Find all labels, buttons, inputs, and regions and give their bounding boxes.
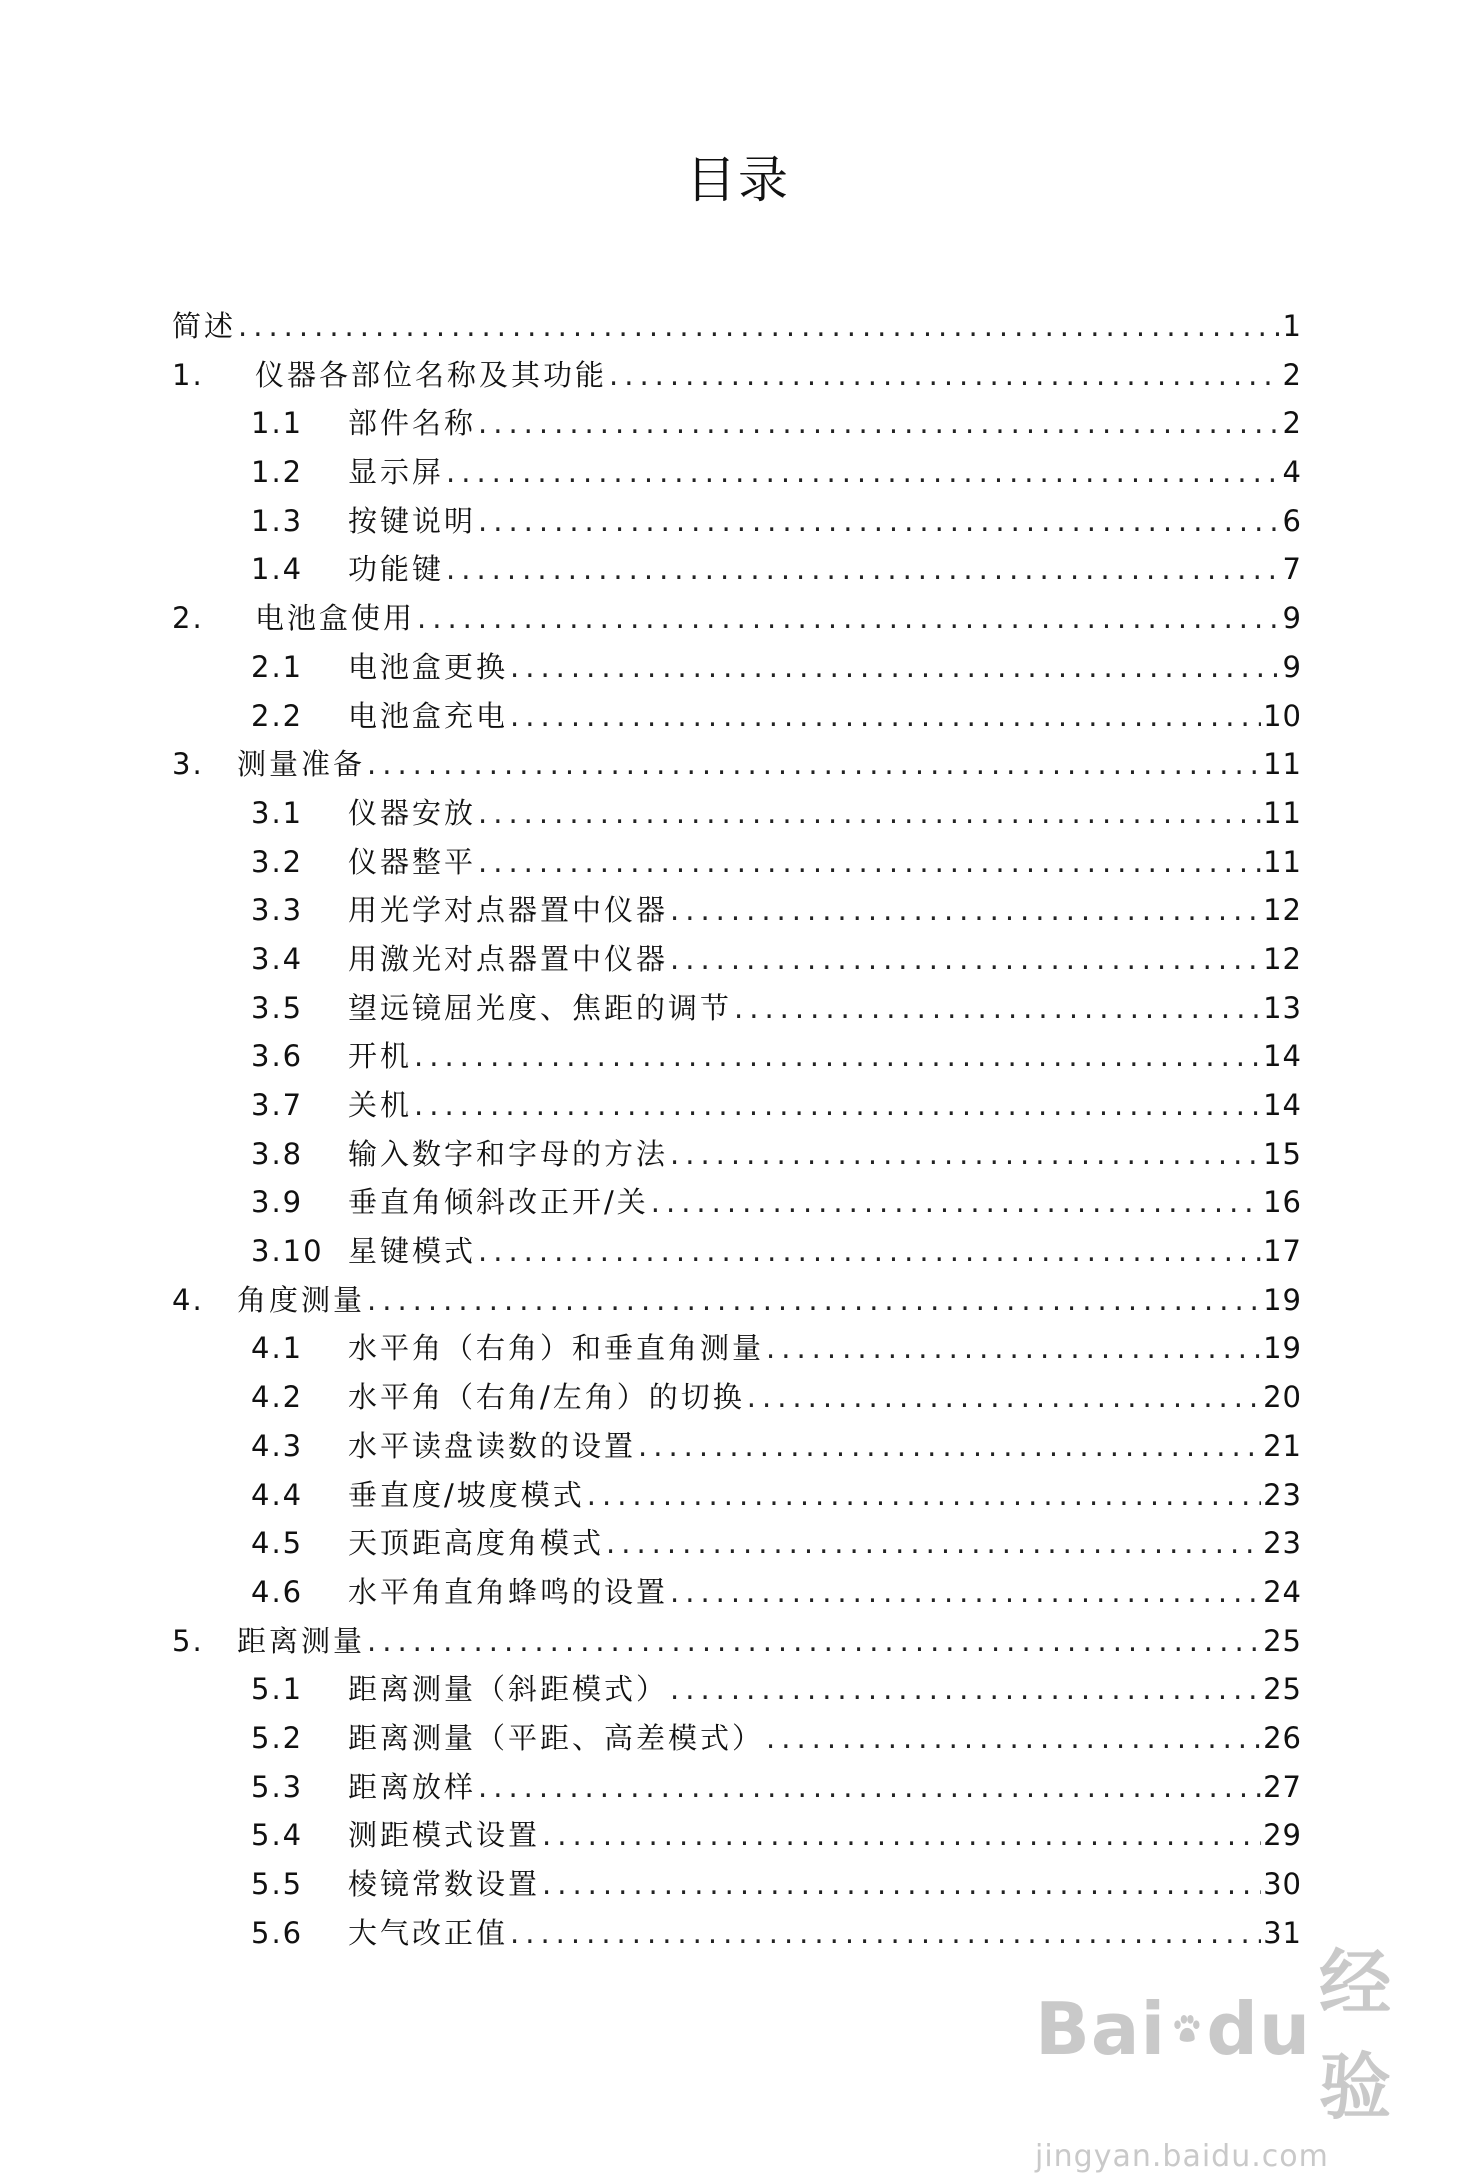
toc-subsection-entry [172, 1519, 1302, 1568]
toc-entry-page-number: 15 [1263, 1136, 1302, 1171]
toc-subsection-entry [172, 1373, 1302, 1422]
toc-subsection-entry [172, 1665, 1302, 1714]
toc-entry-number: 2. [172, 601, 204, 636]
toc-entry-number: 3.5 [251, 990, 304, 1025]
toc-entry-page-number: 20 [1263, 1380, 1302, 1415]
watermark-logo-left: Bai [1035, 1987, 1167, 2071]
toc-section-entry [172, 740, 1302, 789]
toc-entry-title: 按键说明 [348, 503, 477, 538]
toc-entry-page-number: 10 [1263, 698, 1302, 733]
toc-subsection-entry [172, 838, 1302, 887]
toc-dot-leader [478, 1227, 1261, 1276]
toc-dot-leader [766, 1714, 1261, 1763]
toc-entry-page-number: 4 [1282, 455, 1302, 490]
toc-dot-leader [587, 1471, 1261, 1520]
toc-section-entry [172, 302, 1302, 351]
toc-entry-number: 2.1 [251, 649, 304, 684]
toc-entry-number: 4.4 [251, 1477, 304, 1512]
toc-subsection-entry [172, 1568, 1302, 1617]
toc-subsection-entry [172, 643, 1302, 692]
toc-entry-page-number: 11 [1263, 747, 1302, 782]
toc-entry-title: 水平角（右角）和垂直角测量 [348, 1331, 765, 1366]
toc-entry-page-number: 6 [1282, 503, 1302, 538]
toc-entry-number: 3.9 [251, 1185, 304, 1220]
toc-subsection-entry [172, 1763, 1302, 1812]
toc-entry-number: 1.1 [251, 406, 304, 441]
toc-section-entry [172, 1276, 1302, 1325]
toc-dot-leader [414, 1032, 1261, 1081]
toc-subsection-entry [172, 1032, 1302, 1081]
toc-entry-title: 开机 [348, 1039, 413, 1074]
toc-entry-title: 距离测量（平距、高差模式） [348, 1720, 765, 1755]
toc-entry-title: 天顶距高度角模式 [348, 1526, 605, 1561]
toc-entry-number: 4. [172, 1282, 204, 1317]
page-title: 目录 [686, 151, 790, 209]
toc-entry-page-number: 9 [1282, 649, 1302, 684]
toc-entry-title: 测量准备 [237, 747, 366, 782]
toc-entry-page-number: 21 [1263, 1428, 1302, 1463]
toc-entry-page-number: 17 [1263, 1234, 1302, 1269]
toc-entry-number: 3.4 [251, 941, 304, 976]
toc-entry-title: 星键模式 [348, 1234, 477, 1269]
toc-dot-leader [609, 351, 1281, 400]
toc-subsection-entry [172, 545, 1302, 594]
toc-dot-leader [766, 1324, 1261, 1373]
toc-entry-page-number: 14 [1263, 1088, 1302, 1122]
toc-dot-leader [510, 692, 1261, 741]
toc-entry-title: 显示屏 [348, 455, 445, 490]
toc-entry-page-number: 13 [1263, 990, 1302, 1025]
toc-dot-leader [478, 1763, 1261, 1812]
toc-dot-leader [734, 984, 1261, 1033]
toc-dot-leader [670, 1130, 1261, 1179]
toc-entry-title: 输入数字和字母的方法 [348, 1136, 669, 1171]
toc-entry-page-number: 12 [1263, 941, 1302, 976]
toc-dot-leader [417, 594, 1281, 643]
toc-entry-number: 5.3 [251, 1769, 304, 1804]
toc-dot-leader [446, 545, 1281, 594]
toc-entry-page-number: 23 [1263, 1477, 1302, 1512]
toc-entry-page-number: 25 [1263, 1672, 1302, 1707]
toc-entry-page-number: 23 [1263, 1526, 1302, 1561]
toc-entry-page-number: 29 [1263, 1818, 1302, 1853]
toc-entry-number: 3.7 [251, 1088, 304, 1122]
toc-subsection-entry [172, 1811, 1302, 1860]
toc-entry-page-number: 16 [1263, 1185, 1302, 1220]
toc-entry-page-number: 14 [1263, 1039, 1302, 1074]
toc-entry-page-number: 25 [1263, 1623, 1302, 1658]
toc-dot-leader [367, 740, 1261, 789]
toc-subsection-entry [172, 1178, 1302, 1227]
toc-subsection-entry [172, 1860, 1302, 1909]
toc-entry-title: 大气改正值 [348, 1915, 509, 1950]
toc-entry-title: 水平读盘读数的设置 [348, 1428, 637, 1463]
toc-entry-number: 1.3 [251, 503, 304, 538]
toc-entry-title: 简述 [172, 309, 237, 343]
toc-dot-leader [651, 1178, 1261, 1227]
toc-subsection-entry [172, 497, 1302, 546]
toc-entry-page-number: 7 [1282, 552, 1302, 587]
toc-entry-title: 望远镜屈光度、焦距的调节 [348, 990, 733, 1025]
toc-entry-number: 2.2 [251, 698, 304, 733]
toc-dot-leader [478, 399, 1281, 448]
toc-entry-number: 5. [172, 1623, 204, 1658]
toc-dot-leader [670, 935, 1261, 984]
toc-subsection-entry [172, 399, 1302, 448]
toc-entry-title: 棱镜常数设置 [348, 1867, 541, 1901]
toc-subsection-entry [172, 1422, 1302, 1471]
toc-dot-leader [542, 1811, 1261, 1860]
toc-entry-number: 1.2 [251, 455, 304, 490]
toc-entry-page-number: 2 [1282, 406, 1302, 441]
toc-entry-number: 4.3 [251, 1428, 304, 1463]
toc-entry-page-number: 19 [1263, 1331, 1302, 1366]
toc-entry-number: 1. [172, 357, 204, 392]
toc-entry-page-number: 19 [1263, 1282, 1302, 1317]
toc-subsection-entry [172, 1130, 1302, 1179]
toc-dot-leader [478, 789, 1261, 838]
toc-entry-number: 4.1 [251, 1331, 304, 1366]
toc-dot-leader [367, 1617, 1261, 1666]
toc-subsection-entry [172, 692, 1302, 741]
toc-entry-title: 水平角直角蜂鸣的设置 [348, 1574, 669, 1609]
toc-dot-leader [747, 1373, 1261, 1422]
toc-entry-title: 仪器安放 [348, 795, 477, 830]
toc-entry-number: 3.8 [251, 1136, 304, 1171]
toc-subsection-entry [172, 1081, 1302, 1130]
toc-dot-leader [446, 448, 1281, 497]
toc-dot-leader [414, 1081, 1261, 1130]
toc-entry-number: 3.6 [251, 1039, 304, 1074]
toc-entry-number: 3.2 [251, 844, 304, 879]
toc-entry-number: 3.3 [251, 893, 304, 928]
toc-subsection-entry [172, 984, 1302, 1033]
baidu-paw-icon [1170, 1998, 1202, 2060]
toc-subsection-entry [172, 1471, 1302, 1520]
toc-entry-number: 5.6 [251, 1915, 304, 1950]
toc-section-entry [172, 351, 1302, 400]
toc-dot-leader [367, 1276, 1261, 1325]
toc-section-entry [172, 1617, 1302, 1666]
toc-entry-page-number: 1 [1282, 309, 1302, 343]
toc-entry-number: 5.4 [251, 1818, 304, 1853]
toc-entry-title: 距离测量（斜距模式） [348, 1672, 669, 1707]
watermark-logo-right: du [1206, 1987, 1312, 2071]
toc-entry-title: 用光学对点器置中仪器 [348, 893, 669, 928]
toc-entry-title: 仪器各部位名称及其功能 [255, 357, 608, 392]
toc-entry-title: 部件名称 [348, 406, 477, 441]
toc-entry-page-number: 30 [1263, 1867, 1302, 1901]
table-of-contents [172, 302, 1302, 1957]
toc-entry-number: 5.5 [251, 1867, 304, 1901]
toc-subsection-entry [172, 1714, 1302, 1763]
toc-entry-page-number: 31 [1263, 1915, 1302, 1950]
toc-entry-number: 1.4 [251, 552, 304, 587]
watermark-logo-cn: 经验 [1319, 1941, 1393, 2129]
toc-entry-page-number: 11 [1263, 795, 1302, 830]
toc-entry-title: 电池盒更换 [348, 649, 509, 684]
toc-dot-leader [510, 643, 1281, 692]
toc-entry-number: 3.1 [251, 795, 304, 830]
watermark-url: jingyan.baidu.com [1035, 2139, 1329, 2174]
toc-dot-leader [638, 1422, 1261, 1471]
toc-entry-page-number: 11 [1263, 844, 1302, 879]
toc-subsection-entry [172, 1227, 1302, 1276]
toc-entry-title: 距离测量 [237, 1623, 366, 1658]
toc-dot-leader [670, 1665, 1261, 1714]
toc-subsection-entry [172, 448, 1302, 497]
toc-entry-number: 5.2 [251, 1720, 304, 1755]
watermark-logo [1035, 1925, 1395, 2133]
toc-dot-leader [478, 838, 1261, 887]
toc-entry-title: 电池盒使用 [255, 601, 416, 636]
toc-entry-title: 距离放样 [348, 1769, 477, 1804]
toc-dot-leader [606, 1519, 1261, 1568]
toc-dot-leader [670, 886, 1261, 935]
toc-entry-title: 用激光对点器置中仪器 [348, 941, 669, 976]
toc-entry-number: 5.1 [251, 1672, 304, 1707]
toc-subsection-entry [172, 789, 1302, 838]
toc-entry-title: 水平角（右角/左角）的切换 [348, 1380, 745, 1415]
baidu-jingyan-watermark [1035, 1925, 1395, 2174]
toc-entry-title: 功能键 [348, 552, 445, 587]
toc-subsection-entry [172, 886, 1302, 935]
toc-entry-page-number: 9 [1282, 601, 1302, 636]
toc-entry-number: 3.10 [251, 1234, 324, 1269]
toc-entry-title: 关机 [348, 1088, 413, 1122]
toc-subsection-entry [172, 1324, 1302, 1373]
toc-entry-page-number: 2 [1282, 357, 1302, 392]
toc-entry-number: 4.6 [251, 1574, 304, 1609]
toc-entry-page-number: 26 [1263, 1720, 1302, 1755]
toc-entry-page-number: 27 [1263, 1769, 1302, 1804]
toc-dot-leader [238, 302, 1281, 351]
toc-entry-number: 4.5 [251, 1526, 304, 1561]
toc-dot-leader [670, 1568, 1261, 1617]
toc-entry-page-number: 12 [1263, 893, 1302, 928]
toc-dot-leader [542, 1860, 1261, 1909]
toc-entry-title: 角度测量 [237, 1282, 366, 1317]
toc-entry-title: 垂直角倾斜改正开/关 [348, 1185, 649, 1220]
toc-dot-leader [478, 497, 1281, 546]
toc-entry-title: 测距模式设置 [348, 1818, 541, 1853]
toc-entry-title: 电池盒充电 [348, 698, 509, 733]
toc-section-entry [172, 594, 1302, 643]
toc-entry-number: 3. [172, 747, 204, 782]
toc-entry-title: 仪器整平 [348, 844, 477, 879]
toc-subsection-entry [172, 935, 1302, 984]
toc-entry-page-number: 24 [1263, 1574, 1302, 1609]
toc-entry-title: 垂直度/坡度模式 [348, 1477, 585, 1512]
toc-entry-number: 4.2 [251, 1380, 304, 1415]
